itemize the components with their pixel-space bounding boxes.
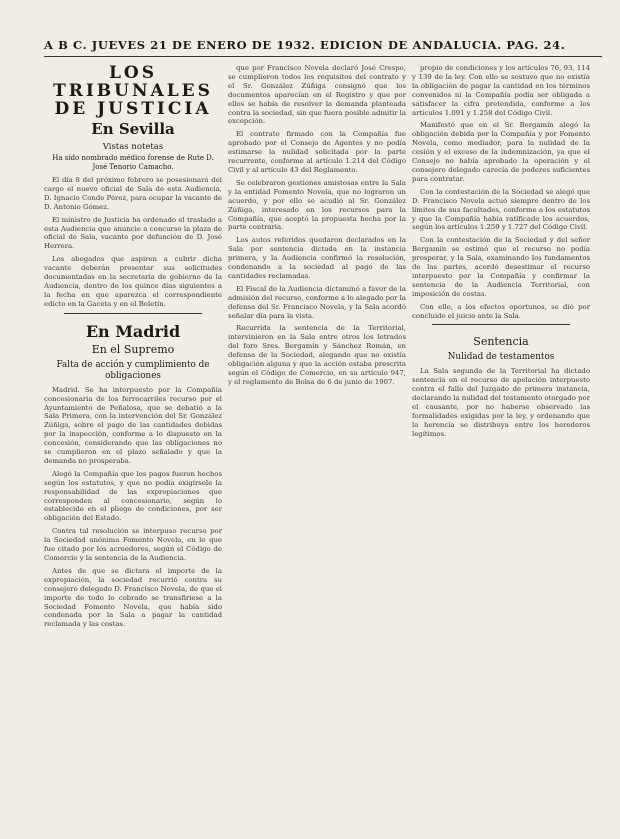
article-paragraph: Con ello, a los efectos oportunos, se dió por concluido el juicio ante la Sala. bbox=[412, 302, 590, 320]
article-kicker: Falta de acción y cumplimiento de obligaciones bbox=[56, 359, 210, 381]
article-paragraph: Antes de que se dictara el importe de la expropiación, la sociedad recurrió contra su consejero delegado D. Francisco Novela, de que el importe de todo lo cobrado se transfiriese a la Sociedad Fomento Novela, que había sido condenada por la Sala a pagar la cantidad reclamada y las costas. bbox=[44, 566, 222, 629]
article-paragraph: Recurrida la sentencia de la Territorial, intervinieron en la Sala entre otros los letrados del foro Sres. Bergamín y Sánchez Román, en defensa de la Sociedad, alegando que no existía obligación alguna y que la acción estaba prescrita según el Código de Comercio, en su artículo 947, y el reglamento de Bolsa de 6 de junio de 1907. bbox=[228, 324, 406, 386]
subsection-sevilla: En Sevilla bbox=[91, 120, 175, 138]
article-paragraph: Manifestó que en el Sr. Bergamín alegó la obligación debida por la Compañía y por Fomento Novela, como mediador, para la nulidad de la cesión y el exceso de la indemnización, ya que el Consejo no había aprobado la operación y el consejero delegado carecía de poderes suficientes para contratar. bbox=[412, 121, 590, 183]
article-kicker-nulidad: Nulidad de testamentos bbox=[447, 352, 555, 363]
article-paragraph: El ministro de Justicia ha ordenado el traslado a esta Audiencia que anuncie a concurso la plaza de oficial de Sala, vacante por defunción de D. José Herrera. bbox=[44, 215, 222, 251]
subhead-vistas: Vistas notetas bbox=[102, 142, 164, 152]
article-paragraph: Se celebraron gestiones amistosas entre la Sala y la entidad Fomento Novela, que no lograron un acuerdo, y por ello se acudió al Sr. González Zúñiga, interesado en los recursos para la Compañía, que aceptó la propuesta hecha por la parte contraria. bbox=[228, 178, 406, 232]
byline-forense: Ha sido nombrado médico forense de Rute D. José Tenorio Camacho. bbox=[52, 154, 214, 171]
subsection-madrid: En Madrid bbox=[85, 321, 181, 341]
article-paragraph: La Sala segunda de la Territorial ha dictado sentencia en el recurso de apelación interpuesto contra el fallo del Juzgado de primera instancia, declarando la nulidad del testamento otorgado por el causante, por no haberse observado las formalidades exigidas por la ley, y ordenando que la herencia se distribuya entre los herederos legítimos. bbox=[412, 367, 590, 438]
column-2 bbox=[228, 64, 406, 391]
section-title-line-2: DE JUSTICIA bbox=[54, 99, 212, 119]
article-paragraph: Con la contestación de la Sociedad se alegó que D. Francisco Novela actuó siempre dentro de los límites de sus facultades, conforme a los estatutos y que la Compañía había ratificado los acuerdos, según los artículos 1.259 y 1.727 del Código Civil. bbox=[412, 187, 590, 232]
article-paragraph: El contrato firmado con la Compañía fue aprobado por el Consejo de Agentes y no podía estimarse la nulidad solicitada por la parte recurrente, conforme al artículo 1.214 del Código Civil y al artículo 43 del Reglamento. bbox=[228, 130, 406, 174]
running-head: A B C. JUEVES 21 DE ENERO DE 1932. EDICION DE ANDALUCIA. PAG. 24. bbox=[44, 38, 602, 57]
article-paragraph: Madrid. Se ha interpuesto por la Compañía concesionaria de los ferrocarriles recurso por el Ayuntamiento de Peñalosa, que se debatió a la Sala Primera, con la intervención del Sr. González Zúñiga, sobre el pago de las cantidades debidas por la inspección, conforme a lo dispuesto en la concesión, considerando que las obligaciones no se cumplieron en el plazo señalado y que la demanda no prosperaba. bbox=[44, 385, 222, 465]
section-divider bbox=[64, 313, 202, 314]
section-divider bbox=[432, 324, 570, 325]
article-paragraph: Los abogados que aspiren a cubrir dicha vacante deberán presentar sus solicitudes documentadas en la secretaría de gobierno de la Audiencia, dentro de los quince días siguientes a la fecha en que aparezca el correspondiente edicto en la Gaceta y en el Boletín. bbox=[44, 255, 222, 308]
article-paragraph: El Fiscal de la Audiencia dictaminó a favor de la admisión del recurso, conforme a lo alegado por la defensa del Sr. Francisco Novela, y la Sala acordó señalar día para la vista. bbox=[228, 284, 406, 320]
article-paragraph: que por Francisco Novela declaró José Crespo, se cumplieron todos los requisitos del contrato y el Sr. González Zúñiga consignó que los documentos aparecían en el Registro y que por ellos se había de resolver la demanda planteada contra la sociedad, sin que fuera posible admitir la excepción. bbox=[228, 64, 406, 126]
column-1 bbox=[44, 64, 222, 633]
article-paragraph: Los autos referidos quedaron declarados en la Sala por sentencia dictada en la instancia primera, y la Audiencia confirmó la resolución, condenando a la sociedad al pago de las cantidades reclamadas. bbox=[228, 236, 406, 280]
article-paragraph: Con la contestación de la Sociedad y del señor Bergamín se estimó que el recurso no podía prosperar, y la Sala, examinando los fundamentos de las partes, acordó desestimar el recurso interpuesto por la Compañía y confirmar la sentencia de la Audiencia Territorial, con imposición de costas. bbox=[412, 236, 590, 298]
article-paragraph: El día 8 del próximo febrero se posesionará del cargo el nuevo oficial de Sala de esta Audiencia, D. Ignacio Conde Pérez, para ocupar la vacante de D. Antonio Gómez. bbox=[44, 176, 222, 211]
section-title-line-1: LOS TRIBUNALES bbox=[53, 63, 213, 101]
subsection-supremo: En el Supremo bbox=[91, 342, 175, 356]
article-paragraph: Alegó la Compañía que los pagos fueron hechos según los estatutos, y que no podía exigírsele la responsabilidad de las expropiaciones que corresponden al concesionario, según lo establecido en el pliego de condiciones, por ser obligación del Estado. bbox=[44, 469, 222, 523]
article-paragraph: Contra tal resolución se interpuso recurso por la Sociedad anónima Fomento Novela, en lo que fue citado por los acreedores, según el Código de Comercio y la sentencia de la Audiencia. bbox=[44, 527, 222, 562]
column-3 bbox=[412, 64, 590, 443]
subsection-sentencia: Sentencia bbox=[473, 335, 529, 349]
article-paragraph: propio de condiciones y los artículos 76, 93, 114 y 139 de la ley. Con ello se sostuvo que no existía la obligación de pagar la cantidad en los términos convenidos ni la Compañía podía ser obligada a satisfacer la cifra pretendida, conforme a los artículos 1.091 y 1.258 del Código Civil. bbox=[412, 64, 590, 117]
